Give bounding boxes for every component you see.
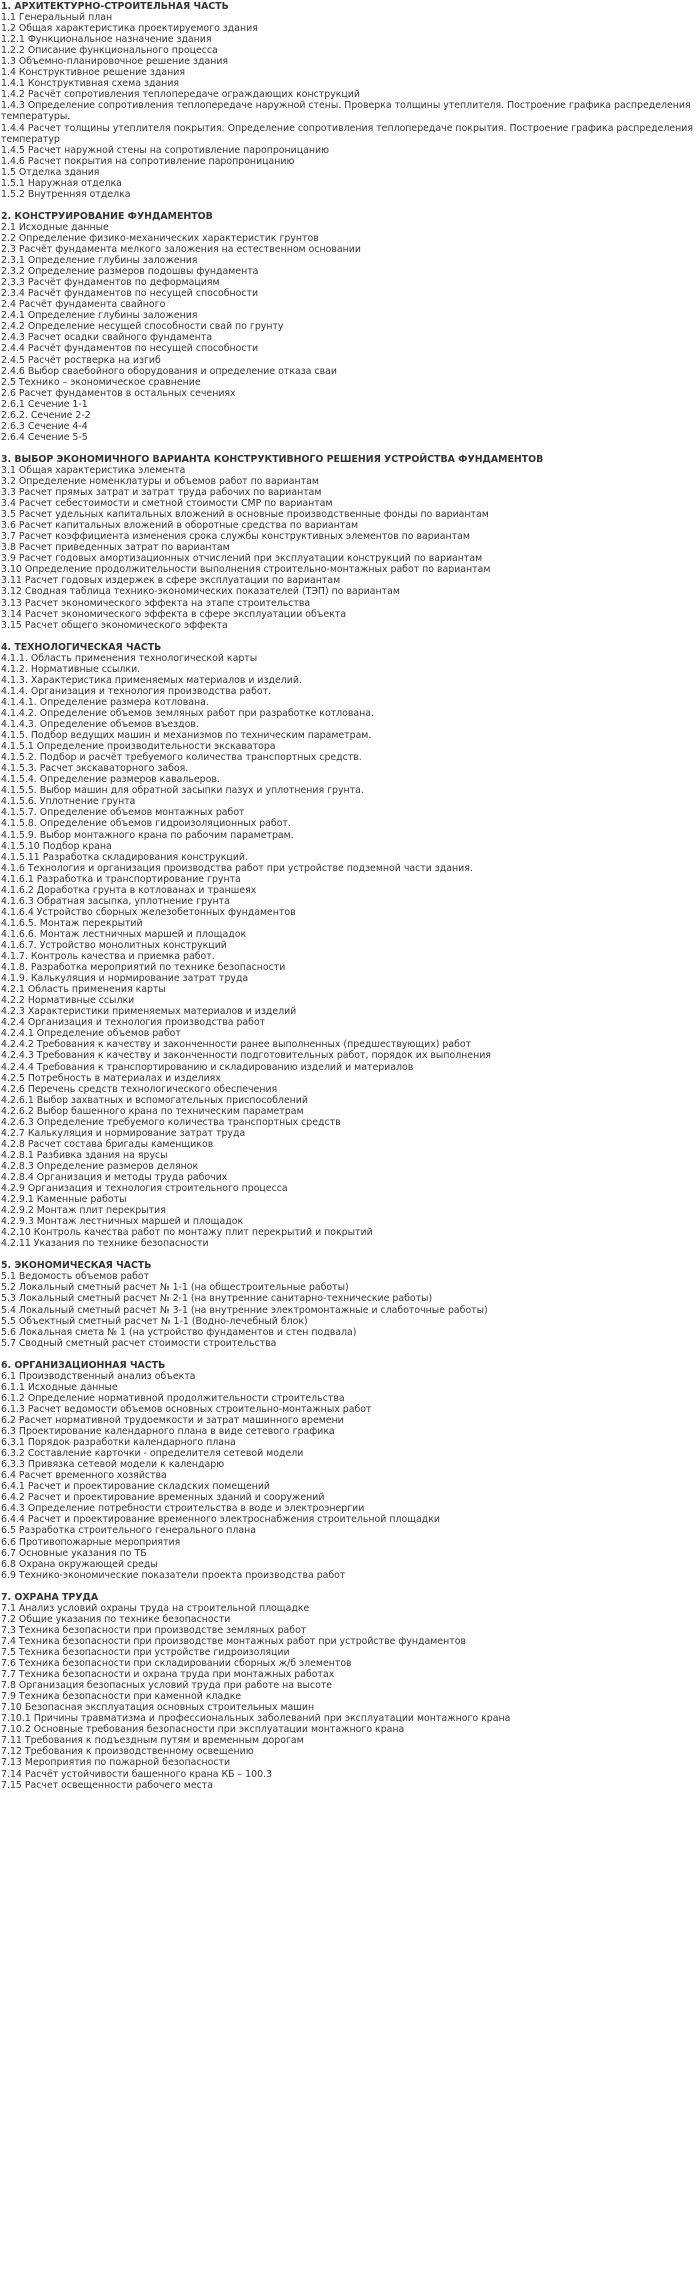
toc-section — [1, 1592, 700, 1791]
toc-section — [1, 1260, 700, 1348]
toc-item: 6.3.1 Порядок разработки календарного плана — [1, 1437, 236, 1449]
toc-item: 2.4.5 Расчёт ростверка на изгиб — [1, 354, 161, 366]
toc-item: 4.1.7. Контроль качества и приемка работ. — [1, 951, 215, 963]
toc-item: 2.3.3 Расчёт фундаментов по деформациям — [1, 277, 220, 289]
toc-item: 1.4.1 Конструктивная схема здания — [1, 78, 180, 90]
toc-item: 1.3 Объемно-планировочное решение здания — [1, 56, 229, 68]
toc-item: 4.2.4.2 Требования к качеству и законченности ранее выполненных (предшествующих) работ — [1, 1039, 472, 1051]
toc-item: 7.10.2 Основные требования безопасности при эксплуатации монтажного крана — [1, 1724, 405, 1736]
toc-item: 7.9 Техника безопасности при каменной кладке — [1, 1691, 242, 1703]
toc-item: 4.1.6.4 Устройство сборных железобетонных фундаментов — [1, 906, 296, 918]
toc-item: 4.2.4.3 Требования к качеству и законченности подготовительных работ, порядок их выполнения — [1, 1050, 491, 1062]
section-title: 6. ОРГАНИЗАЦИОННАЯ ЧАСТЬ — [1, 1359, 166, 1371]
toc-item: 1.4.4 Расчет толщины утеплителя покрытия. Определение сопротивления теплопередаче покрытия. Построение графика распределения температур — [1, 122, 693, 145]
toc-item: 4.1.6.6. Монтаж лестничных маршей и площадок — [1, 928, 247, 940]
toc-item: 2.6.2. Сечение 2-2 — [1, 409, 91, 421]
toc-item: 4.1.6.7. Устройство монолитных конструкций — [1, 939, 227, 951]
toc-item: 3.15 Расчет общего экономического эффекта — [1, 619, 228, 631]
toc-item: 4.1.3. Характеристика применяемых материалов и изделий. — [1, 674, 302, 686]
toc-item: 2.4.6 Выбор сваебойного оборудования и определение отказа сваи — [1, 365, 337, 377]
toc-item: 7.10 Безопасная эксплуатация основных строительных машин — [1, 1702, 315, 1714]
toc-item: 3.8 Расчет приведенных затрат по вариантам — [1, 542, 230, 554]
toc-item: 6.1.2 Определение нормативной продолжительности строительства — [1, 1392, 345, 1404]
toc-item: 4.2.6 Перечень средств технологического обеспечения — [1, 1083, 278, 1095]
section-title: 4. ТЕХНОЛОГИЧЕСКАЯ ЧАСТЬ — [1, 641, 162, 653]
toc-item: 6.3.2 Составление карточки - определителя сетевой модели — [1, 1448, 304, 1460]
toc-item: 5.7 Сводный сметный расчет стоимости строительства — [1, 1337, 277, 1349]
toc-item: 4.1.5.10 Подбор крана — [1, 840, 112, 852]
toc-item: 4.1.5.11 Разработка складирования конструкций. — [1, 851, 248, 863]
toc-item: 4.1.6.1 Разработка и транспортирование грунта — [1, 873, 241, 885]
toc-item: 3.9 Расчет годовых амортизационных отчислений при эксплуатации конструкций по вариантам — [1, 553, 483, 565]
toc-item: 2.3.2 Определение размеров подошвы фундамента — [1, 266, 259, 278]
toc-item: 7.7 Техника безопасности и охрана труда при монтажных работах — [1, 1669, 335, 1681]
toc-item: 2.3 Расчёт фундамента мелкого заложения на естественном основании — [1, 244, 361, 256]
toc-item: 4.1.5.5. Выбор машин для обратной засыпки пазух и уплотнения грунта. — [1, 785, 364, 797]
toc-item: 6.9 Технико-экономические показатели проекта производства работ — [1, 1569, 346, 1581]
section-title: 3. ВЫБОР ЭКОНОМИЧНОГО ВАРИАНТА КОНСТРУКТИВНОГО РЕШЕНИЯ УСТРОЙСТВА ФУНДАМЕНТОВ — [1, 453, 544, 465]
toc-item: 7.14 Расчёт устойчивости башенного крана КБ – 100.3 — [1, 1768, 273, 1780]
toc-item: 1.2.2 Описание функционального процесса — [1, 45, 218, 57]
toc-item: 7.15 Расчет освещенности рабочего места — [1, 1779, 213, 1791]
toc-item: 3.4 Расчет себестоимости и сметной стоимости СМР по вариантам — [1, 498, 333, 510]
toc-item: 4.2.9.3 Монтаж лестничных маршей и площадок — [1, 1216, 244, 1228]
toc-item: 4.1.5.1 Определение производительности экскаватора — [1, 741, 276, 753]
toc-item: 6.4.2 Расчет и проектирование временных зданий и сооружений — [1, 1492, 325, 1504]
toc-item: 2.4.1 Определение глубины заложения — [1, 310, 198, 322]
toc-item: 4.1.6 Технология и организация производства работ при устройстве подземной части здания. — [1, 862, 473, 874]
toc-item: 5.5 Объектный сметный расчет № 1-1 (Водно-лечебный блок) — [1, 1315, 308, 1327]
toc-item: 4.2.4.4 Требования к транспортированию и складированию изделий и материалов — [1, 1061, 414, 1073]
toc-item: 3.14 Расчет экономического эффекта в сфере эксплуатации объекта — [1, 608, 347, 620]
toc-item: 7.5 Техника безопасности при устройстве гидроизоляции — [1, 1646, 290, 1658]
toc-item: 4.2.1 Область применения карты — [1, 984, 166, 996]
toc-item: 2.1 Исходные данные — [1, 221, 109, 233]
toc-item: 3.12 Сводная таблица технико-экономических показателей (ТЭП) по вариантам — [1, 586, 400, 598]
toc-item: 6.4.1 Расчет и проектирование складских помещений — [1, 1481, 271, 1493]
toc-item: 6.1.1 Исходные данные — [1, 1381, 118, 1393]
toc-item: 4.2.8.1 Разбивка здания на ярусы — [1, 1149, 168, 1161]
toc-item: 4.2.3 Характеристики применяемых материалов и изделий — [1, 1006, 297, 1018]
toc-item: 3.3 Расчет прямых затрат и затрат труда рабочих по вариантам — [1, 487, 322, 499]
toc-item: 6.6 Противопожарные мероприятия — [1, 1536, 181, 1548]
toc-section — [1, 211, 700, 443]
toc-item: 7.1 Анализ условий охраны труда на строительной площадке — [1, 1602, 310, 1614]
toc-item: 7.8 Организация безопасных условий труда при работе на высоте — [1, 1680, 333, 1692]
toc-item: 1.2.1 Функциональное назначение здания — [1, 34, 212, 46]
toc-item: 5.6 Локальная смета № 1 (на устройство фундаментов и стен подвала) — [1, 1326, 357, 1338]
toc-item: 4.1.4. Организация и технология производства работ. — [1, 685, 272, 697]
toc-item: 2.4.2 Определение несущей способности свай по грунту — [1, 321, 284, 333]
toc-item: 2.6.3 Сечение 4-4 — [1, 420, 88, 432]
toc-item: 4.1.5.8. Определение объемов гидроизоляционных работ. — [1, 818, 291, 830]
toc-item: 2.4.3 Расчет осадки свайного фундамента — [1, 332, 213, 344]
toc-item: 4.1.5.3. Расчет экскаваторного забоя. — [1, 763, 189, 775]
toc-item: 7.13 Мероприятия по пожарной безопасности — [1, 1757, 231, 1769]
toc-item: 6.4.3 Определение потребности строительства в воде и электроэнергии — [1, 1503, 365, 1515]
toc-item: 7.12 Требования к производственному освещению — [1, 1746, 254, 1758]
toc-item: 4.2.4.1 Определение объемов работ — [1, 1028, 181, 1040]
toc-item: 2.4.4 Расчёт фундаментов по несущей способности — [1, 343, 259, 355]
toc-item: 4.2.2 Нормативные ссылки — [1, 995, 135, 1007]
toc-item: 4.2.9.2 Монтаж плит перекрытия — [1, 1205, 166, 1217]
toc-item: 6.4 Расчет временного хозяйства — [1, 1470, 167, 1482]
toc-item: 6.8 Охрана окружающей среды — [1, 1558, 158, 1570]
toc-item: 4.1.4.1. Определение размера котлована. — [1, 696, 209, 708]
toc-item: 4.1.5.4. Определение размеров кавальеров. — [1, 774, 220, 786]
toc-item: 4.2.10 Контроль качества работ по монтажу плит перекрытий и покрытий — [1, 1227, 373, 1239]
toc-section — [1, 1360, 700, 1581]
toc-item: 1.5.1 Наружная отделка — [1, 177, 122, 189]
toc-item: 1.4.2 Расчёт сопротивления теплопередаче ограждающих конструкций — [1, 89, 360, 101]
toc-item: 4.2.8 Расчет состава бригады каменщиков — [1, 1138, 214, 1150]
toc-item: 2.4 Расчёт фундамента свайного — [1, 299, 166, 311]
toc-item: 1.5.2 Внутренняя отделка — [1, 188, 131, 200]
toc-item: 5.2 Локальный сметный расчет № 1-1 (на общестроительные работы) — [1, 1282, 349, 1294]
section-title: 5. ЭКОНОМИЧЕСКАЯ ЧАСТЬ — [1, 1260, 152, 1272]
toc-item: 2.5 Технико – экономическое сравнение — [1, 376, 201, 388]
toc-item: 1.4.3 Определение сопротивления теплопередаче наружной стены. Проверка толщины утеплителя. Построение графика распределения температуры. — [1, 100, 691, 123]
toc-item: 1.4.6 Расчет покрытия на сопротивление паропроницанию — [1, 155, 295, 167]
toc-item: 4.1.5.7. Определение объемов монтажных работ — [1, 807, 245, 819]
toc-item: 4.1.6.2 Доработка грунта в котлованах и траншеях — [1, 884, 257, 896]
toc-item: 4.2.11 Указания по технике безопасности — [1, 1238, 209, 1250]
toc-item: 7.2 Общие указания по технике безопасности — [1, 1613, 231, 1625]
toc-item: 4.1.6.5. Монтаж перекрытий — [1, 917, 143, 929]
toc-item: 7.3 Техника безопасности при производстве земляных работ — [1, 1624, 307, 1636]
toc-item: 2.6.1 Сечение 1-1 — [1, 398, 88, 410]
toc-item: 4.1.8. Разработка мероприятий по технике безопасности — [1, 962, 286, 974]
toc-item: 4.1.5.2. Подбор и расчёт требуемого количества транспортных средств. — [1, 752, 362, 764]
toc-item: 4.2.9.1 Каменные работы — [1, 1194, 127, 1206]
toc-item: 7.4 Техника безопасности при производстве монтажных работ при устройстве фундаментов — [1, 1635, 466, 1647]
toc-item: 5.4 Локальный сметный расчет № 3-1 (на внутренние электромонтажные и слаботочные работы) — [1, 1304, 488, 1316]
toc-item: 4.1.1. Область применения технологической карты — [1, 652, 258, 664]
toc-item: 2.6.4 Сечение 5-5 — [1, 431, 88, 443]
toc-item: 1.4.5 Расчет наружной стены на сопротивление паропроницанию — [1, 144, 329, 156]
toc-item: 7.11 Требования к подъездным путям и временным дорогам — [1, 1735, 304, 1747]
toc-item: 6.1.3 Расчет ведомости объемов основных строительно-монтажных работ — [1, 1403, 372, 1415]
toc-section — [1, 454, 700, 631]
toc-item: 6.5 Разработка строительного генерального плана — [1, 1525, 257, 1537]
toc-item: 4.2.6.1 Выбор захватных и вспомогательных приспособлений — [1, 1094, 308, 1106]
toc-item: 4.1.6.3 Обратная засыпка, уплотнение грунта — [1, 895, 230, 907]
toc-item: 4.2.6.2 Выбор башенного крана по техническим параметрам — [1, 1105, 304, 1117]
toc-item: 4.1.5.6. Уплотнение грунта — [1, 796, 136, 808]
section-title: 1. АРХИТЕКТУРНО-СТРОИТЕЛЬНАЯ ЧАСТЬ — [1, 1, 229, 12]
toc-item: 4.1.5.9. Выбор монтажного крана по рабочим параметрам. — [1, 829, 294, 841]
toc-item: 4.2.4 Организация и технология производства работ — [1, 1017, 266, 1029]
toc-item: 6.2 Расчет нормативной трудоемкости и затрат машинного времени — [1, 1415, 344, 1426]
toc-item: 5.3 Локальный сметный расчет № 2-1 (на внутренние санитарно-технические работы) — [1, 1293, 433, 1305]
toc-item: 2.3.4 Расчёт фундаментов по несущей способности — [1, 288, 259, 300]
toc-section — [1, 1, 700, 200]
toc-item: 3.5 Расчет удельных капитальных вложений в основные производственные фонды по вариантам — [1, 509, 489, 521]
toc-item: 3.7 Расчет коэффициента изменения срока службы конструктивных элементов по вариантам — [1, 531, 470, 543]
toc-item: 2.2 Определение физико-механических характеристик грунтов — [1, 232, 319, 244]
toc-item: 6.7 Основные указания по ТБ — [1, 1547, 147, 1559]
toc-item: 4.2.8.3 Определение размеров делянок — [1, 1160, 199, 1172]
section-title: 2. КОНСТРУИРОВАНИЕ ФУНДАМЕНТОВ — [1, 210, 213, 222]
toc-item: 4.2.5 Потребность в материалах и изделиях — [1, 1072, 221, 1084]
toc-item: 3.11 Расчет годовых издержек в сфере эксплуатации по вариантам — [1, 575, 341, 587]
toc-item: 4.2.9 Организация и технология строительного процесса — [1, 1183, 288, 1195]
toc-item: 1.4 Конструктивное решение здания — [1, 67, 185, 79]
toc-section — [1, 642, 700, 1250]
toc-item: 6.4.4 Расчет и проектирование временного электроснабжения строительной площадки — [1, 1514, 440, 1526]
toc-item: 1.5 Отделка здания — [1, 166, 100, 178]
toc-item: 4.1.4.3. Определение объемов въездов. — [1, 719, 199, 731]
toc-item: 4.1.9. Калькуляция и нормирование затрат труда — [1, 973, 249, 985]
toc-item: 3.10 Определение продолжительности выполнения строительно-монтажных работ по вариантам — [1, 564, 491, 576]
toc-item: 6.3 Проектирование календарного плана в виде сетевого графика — [1, 1426, 335, 1438]
toc-item: 2.6 Расчет фундаментов в остальных сечениях — [1, 387, 236, 399]
toc-item: 4.1.2. Нормативные ссылки. — [1, 663, 141, 675]
toc-item: 4.2.7 Калькуляция и нормирование затрат труда — [1, 1127, 246, 1139]
toc-item: 4.1.4.2. Определение объемов земляных работ при разработке котлована. — [1, 708, 374, 719]
toc-item: 6.1 Производственный анализ объекта — [1, 1370, 196, 1382]
section-title: 7. ОХРАНА ТРУДА — [1, 1591, 99, 1603]
toc-item: 3.6 Расчет капитальных вложений в оборотные средства по вариантам — [1, 520, 359, 532]
toc-item: 7.10.1 Причины травматизма и профессиональных заболеваний при эксплуатации монтажного крана — [1, 1713, 511, 1725]
toc-item: 1.2 Общая характеристика проектируемого здания — [1, 23, 258, 35]
toc-item: 2.3.1 Определение глубины заложения — [1, 255, 198, 267]
toc-item: 5.1 Ведомость объемов работ — [1, 1271, 150, 1283]
toc-item: 6.3.3 Привязка сетевой модели к календарю — [1, 1459, 225, 1471]
toc-item: 3.1 Общая характеристика элемента — [1, 464, 186, 476]
toc-item: 3.13 Расчет экономического эффекта на этапе строительства — [1, 597, 311, 609]
toc-item: 4.2.6.3 Определение требуемого количества транспортных средств — [1, 1116, 341, 1128]
toc-item: 4.1.5. Подбор ведущих машин и механизмов по техническим параметрам. — [1, 730, 372, 742]
toc-item: 3.2 Определение номенклатуры и объемов работ по вариантам — [1, 476, 319, 488]
toc-item: 4.2.8.4 Организация и методы труда рабочих — [1, 1171, 228, 1183]
toc-item: 1.1 Генеральный план — [1, 12, 113, 24]
toc-item: 7.6 Техника безопасности при складировании сборных ж/б элементов — [1, 1658, 352, 1670]
